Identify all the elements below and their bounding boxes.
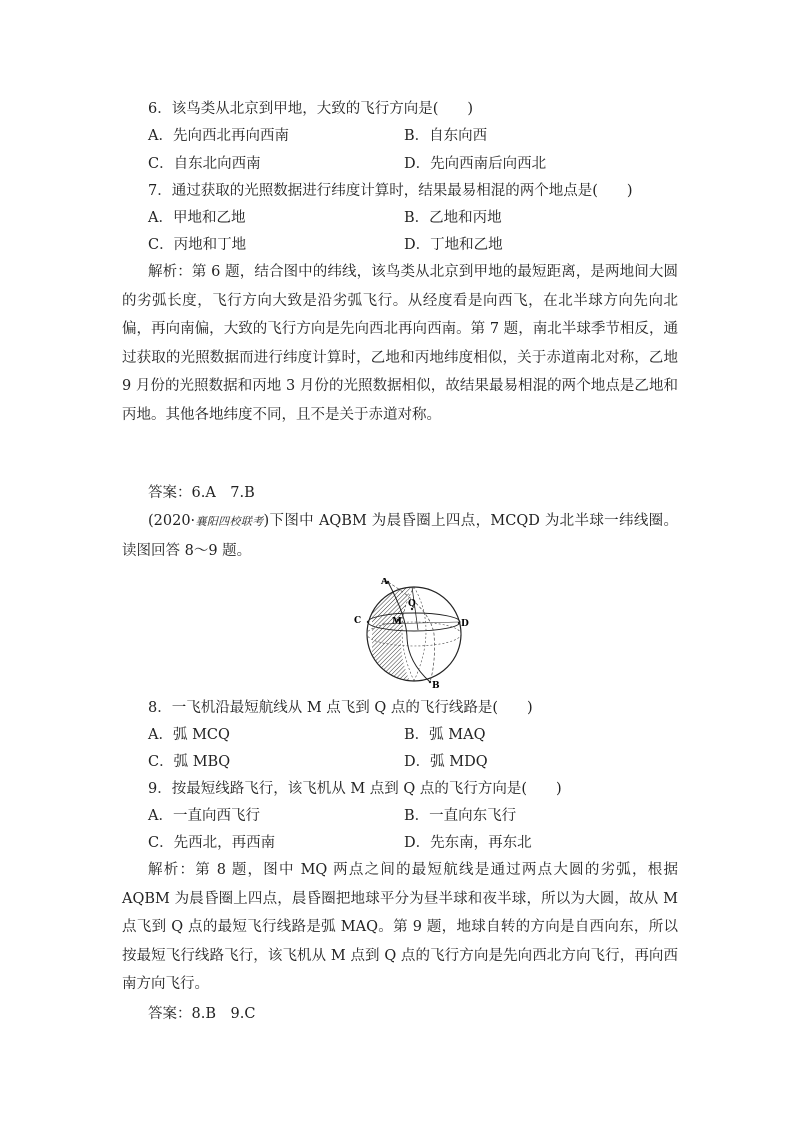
terminator-globe-diagram bbox=[352, 578, 472, 688]
q9-option-a: A．一直向西飞行 bbox=[148, 808, 260, 824]
label-c: C bbox=[354, 616, 362, 626]
intro-source: 襄阳四校联考 bbox=[195, 515, 264, 528]
answer-8-9: 答案：8.B 9.C bbox=[148, 1006, 256, 1022]
intro-year: (2020· bbox=[148, 513, 196, 529]
label-m: M bbox=[392, 617, 402, 627]
answer-6-7: 答案：6.A 7.B bbox=[148, 485, 255, 501]
q9-option-d: D．先东南，再东北 bbox=[404, 835, 532, 851]
label-d: D bbox=[461, 619, 469, 629]
q8-option-a: A．弧 MCQ bbox=[148, 727, 230, 743]
q6-option-c: C．自东北向西南 bbox=[148, 156, 261, 172]
analysis-6-7: 解析：第 6 题，结合图中的纬线，该鸟类从北京到甲地的最短距离，是两地间大圆的劣弧长度，飞行方向大致是沿劣弧飞行。从经度看是向西飞，在北半球方向先向北偏，再向南偏，大致的飞行方向是先向西北再向西南。第 7 题，南北半球季节相反，通过获取的光照数据而进行纬度计算时，乙地和丙地纬度相似，关于赤道南北对称，乙地 9 月份的光照数据和丙地 3 月份的光照数据相似，故结果最易相混的两个地点是乙地和丙地。其他各地纬度不同，且不是关于赤道对称。 bbox=[122, 264, 678, 423]
q9-option-b: B．一直向东飞行 bbox=[404, 808, 517, 824]
q8-option-b: B．弧 MAQ bbox=[404, 727, 486, 743]
q7-stem: 7．通过获取的光照数据进行纬度计算时，结果最易相混的两个地点是( ) bbox=[148, 183, 633, 199]
intro-8-9 bbox=[122, 507, 678, 565]
q6-stem: 6．该鸟类从北京到甲地，大致的飞行方向是( ) bbox=[148, 101, 474, 117]
analysis-8-9: 解析：第 8 题，图中 MQ 两点之间的最短航线是通过两点大圆的劣弧，根据 AQBM 为晨昏圈上四点，晨昏圈把地球平分为昼半球和夜半球，所以为大圆，故从 M 点飞到 Q 点的最短飞行线路是弧 MAQ。第 9 题，地球自转的方向是自西向东，所以按最短飞行线路飞行，该飞机从 M 点到 Q 点的飞行方向是先向西北方向飞行，再向西南方向飞行。 bbox=[122, 862, 678, 993]
q9-stem: 9．按最短线路飞行，该飞机从 M 点到 Q 点的飞行方向是( ) bbox=[148, 781, 562, 797]
q6-option-b: B．自东向西 bbox=[404, 128, 488, 144]
label-q: Q bbox=[408, 599, 416, 609]
q7-option-a: A．甲地和乙地 bbox=[148, 210, 246, 226]
q8-option-d: D．弧 MDQ bbox=[404, 754, 488, 770]
q8-option-c: C．弧 MBQ bbox=[148, 754, 231, 770]
night-hemisphere-shading bbox=[372, 583, 412, 688]
q9-option-c: C．先西北，再西南 bbox=[148, 835, 276, 851]
q6-option-a: A．先向西北再向西南 bbox=[148, 128, 289, 144]
q7-option-c: C．丙地和丁地 bbox=[148, 237, 247, 253]
intro-text: )下图中 AQBM 为晨昏圈上四点，MCQD 为北半球一纬线圈。读图回答 8～9 题。 bbox=[122, 513, 678, 559]
q7-option-b: B．乙地和丙地 bbox=[404, 210, 502, 226]
label-b: B bbox=[432, 681, 440, 688]
q7-option-d: D．丁地和乙地 bbox=[404, 237, 503, 253]
q8-stem: 8．一飞机沿最短航线从 M 点飞到 Q 点的飞行线路是( ) bbox=[148, 700, 533, 716]
q6-option-d: D．先向西南后向西北 bbox=[404, 156, 547, 172]
label-a: A bbox=[381, 578, 388, 587]
